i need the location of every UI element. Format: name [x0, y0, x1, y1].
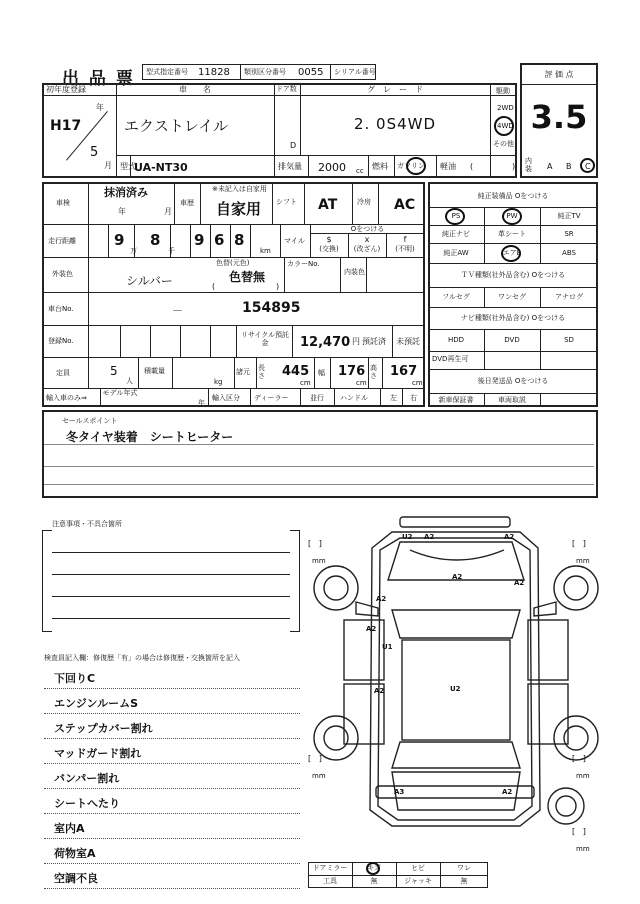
wid-unit: cm	[356, 379, 367, 387]
later-title: 後日発送品 Oをつける	[477, 377, 549, 385]
import-year-unit: 年	[198, 399, 205, 407]
mileage-digit-4: 6	[214, 231, 225, 249]
drive-4wd-circle	[494, 116, 514, 136]
hgt-label: 高さ	[370, 364, 377, 381]
nav-title: ナビ種類(社外品含む) Oをつける	[460, 314, 566, 322]
mileage-digit-1: 9	[114, 231, 125, 249]
doors-unit: D	[290, 141, 297, 150]
type-cert-label: 型式指定番号	[146, 68, 188, 76]
tv-title: ＴＶ種類(社外品含む) Oをつける	[460, 271, 566, 279]
mileage-exchange: (交換)	[319, 245, 339, 253]
chassis-dash: －	[172, 304, 183, 317]
dvd-playback: DVD再生可	[432, 355, 469, 363]
jack-value: 無	[460, 877, 468, 885]
score-label: 評 価 点	[544, 70, 574, 79]
drive-2wd: 2WD	[497, 104, 514, 112]
mark-rear-door-a2: A2	[374, 687, 385, 695]
mirror-kizu: キズ	[367, 864, 381, 872]
chassis-label: 車台No.	[48, 305, 74, 313]
inspector-item-6: シートへたり	[54, 797, 120, 810]
first-reg-year-unit: 年	[96, 103, 104, 112]
tread-rear-right-unit: mm	[576, 772, 590, 780]
import-dealer: ディーラー	[254, 394, 289, 402]
mileage-sen: 千	[168, 247, 175, 255]
tread-spare-unit: mm	[576, 845, 590, 853]
mark-roof-u2: U2	[450, 685, 461, 693]
interior-c: C	[585, 162, 591, 171]
drive-other: その他	[493, 140, 514, 148]
equip-airbag: エアB	[502, 249, 522, 257]
equip-abs: ABS	[562, 249, 576, 257]
equip-airbag-circle	[501, 245, 521, 262]
dim-label: 諸元	[236, 368, 250, 376]
tv-fullseg: フルセグ	[442, 293, 470, 301]
nav-hdd: HDD	[447, 336, 465, 344]
grade-label: グ レ ー ド	[367, 85, 423, 94]
inspector-item-8: 荷物室A	[54, 847, 96, 860]
equip-sr: SR	[564, 230, 574, 238]
class-no: 0055	[298, 67, 324, 78]
mirror-ware: ワレ	[457, 864, 471, 872]
first-reg-era-year: H17	[50, 118, 82, 134]
recycle-unit: 円	[352, 337, 360, 346]
chassis-number: 154895	[242, 300, 301, 316]
disp-label: 排気量	[278, 162, 302, 171]
later-manual: 車両取説	[498, 396, 526, 404]
first-reg-month-unit: 月	[104, 161, 112, 170]
mileage-man: 万	[130, 247, 137, 255]
mark-rear-right-a2: A2	[502, 788, 513, 796]
mileage-circle-note: Oをつける	[350, 225, 385, 233]
fuel-diesel: 軽油	[440, 162, 456, 171]
mark-left-fender-a2: A2	[376, 595, 387, 603]
mileage-digit-2: 8	[150, 231, 161, 249]
capacity-unit: 人	[126, 377, 133, 385]
car-name: エクストレイル	[124, 117, 229, 135]
inspector-item-9: 空調不良	[54, 872, 98, 885]
wid-value: 176	[338, 364, 366, 379]
mileage-unknown: (不明)	[395, 245, 415, 253]
ac-label: 冷房	[357, 198, 371, 206]
import-handle: ハンドル	[340, 394, 368, 402]
capacity-label: 定員	[56, 369, 70, 377]
equip-aw: 純正AW	[443, 249, 469, 257]
regno-label: 登録No.	[48, 337, 74, 345]
color-label: 外装色	[52, 270, 73, 278]
import-left: 左	[390, 394, 397, 402]
mark-front-right-a2: A2	[504, 533, 515, 541]
len-unit: cm	[300, 379, 311, 387]
tread-front-right-unit: mm	[576, 557, 590, 565]
model-year-label: モデル年式	[102, 389, 138, 397]
color-value: シルバー	[126, 274, 173, 288]
history-label: 車歴	[180, 199, 194, 207]
len-label: 長さ	[258, 364, 265, 381]
model-label: 型式	[120, 162, 136, 171]
mirror-kizu-circle	[366, 862, 380, 875]
sales-point-label: セールスポイント	[62, 417, 118, 425]
import-label: 輸入車のみ⇒	[46, 394, 87, 402]
mileage-digit-3: 9	[194, 231, 205, 249]
import-right: 右	[410, 394, 417, 402]
hgt-unit: cm	[412, 379, 423, 387]
repaint-value: 色替無	[229, 270, 266, 284]
drive-label: 駆動	[496, 87, 510, 95]
fuel-label: 燃料	[372, 162, 388, 171]
history-value: 自家用	[216, 200, 262, 218]
import-category-label: 輸入区分	[212, 394, 240, 402]
inspector-item-4: マッドガード割れ	[54, 747, 142, 760]
equip-title: 純正装備品 Oをつける	[477, 192, 549, 200]
first-reg-month: 5	[90, 145, 99, 160]
hgt-value: 167	[390, 364, 418, 379]
mark-front-bumper-u2: U2	[402, 533, 413, 541]
wid-label: 幅	[318, 369, 325, 377]
mileage-label: 走行距離	[48, 237, 76, 245]
equip-pw: PW	[506, 212, 518, 220]
load-unit: kg	[214, 378, 223, 386]
inspection-year: 年	[118, 207, 126, 216]
equip-leather: 革シート	[498, 230, 526, 238]
equip-pw-circle	[502, 208, 522, 225]
inspector-item-1: 下回りC	[54, 672, 96, 685]
car-name-label: 車 名	[179, 85, 211, 94]
nav-sd: SD	[564, 336, 574, 344]
interior-a: A	[547, 162, 553, 171]
len-value: 445	[282, 364, 310, 379]
grade-value: 2. 0S4WD	[353, 115, 437, 133]
capacity-value: 5	[110, 364, 118, 378]
serial-label: シリアル番号	[334, 68, 376, 76]
mark-left-door-a2: A2	[366, 625, 377, 633]
disp-value: 2000	[318, 161, 346, 174]
class-label: 類別区分番号	[244, 68, 286, 76]
shift-label: シフト	[276, 198, 297, 206]
tools-value: 無	[370, 877, 378, 885]
fuel-gasoline-circle	[406, 157, 426, 175]
mark-windshield-u1: U1	[382, 643, 393, 651]
mark-rear-bumper-a3: A3	[394, 788, 405, 796]
inspector-label: 検査員記入欄：修復歴「有」の場合は修復歴・交換箇所を記入	[44, 654, 240, 662]
fuel-gasoline: ガソリン	[397, 162, 425, 170]
load-label: 積載量	[144, 367, 165, 375]
doors-label: ドア数	[276, 85, 297, 93]
nav-dvd: DVD	[504, 336, 520, 344]
tv-oneseg: ワンセグ	[498, 293, 526, 301]
interior-b: B	[566, 162, 572, 171]
history-note: ※未記入は自家用	[212, 185, 267, 193]
mark-right-fender-a2: A2	[514, 579, 525, 587]
first-reg-label: 初年度登録	[46, 85, 86, 94]
repaint-label: 色替(元色)	[216, 259, 250, 267]
recycle-label: リサイクル預託金	[240, 331, 290, 348]
inspector-item-5: バンパー割れ	[54, 772, 120, 785]
mirror-hibi: ヒビ	[411, 864, 425, 872]
equip-navi: 純正ナビ	[442, 230, 470, 238]
inspection-month: 月	[164, 207, 172, 216]
int-color-label: 内装色	[344, 268, 365, 276]
color-no-label: カラーNo.	[287, 260, 320, 268]
inspector-item-7: 室内A	[54, 822, 85, 835]
score-value: 3.5	[530, 98, 588, 136]
equip-tv: 純正TV	[557, 212, 581, 220]
inspector-item-3: ステップカバー割れ	[54, 722, 153, 735]
recycle-paid: 預託済	[362, 337, 386, 346]
tools-label: 工具	[323, 877, 337, 885]
recycle-unpaid: 未預託	[396, 337, 420, 346]
equip-ps-circle	[445, 208, 465, 225]
notes-label: 注意事項・不具合箇所	[52, 520, 122, 528]
inspection-label: 車検	[56, 199, 70, 207]
interior-c-circle	[580, 158, 595, 173]
shift-value: AT	[318, 197, 338, 213]
later-warranty: 新車保証書	[438, 396, 474, 404]
recycle-value: 12,470	[300, 335, 351, 350]
tread-front-left-unit: mm	[312, 557, 326, 565]
type-cert-no: 11828	[198, 67, 230, 78]
import-parallel: 並行	[310, 394, 324, 402]
mark-front-bumper-a2: A2	[424, 533, 435, 541]
drive-4wd: 4WD	[497, 122, 514, 130]
sales-point-text: 冬タイヤ装着 シートヒーター	[66, 430, 234, 444]
mileage-mile: マイル	[284, 237, 305, 245]
form-title: 出 品 票	[62, 69, 135, 89]
model-value: UA-NT30	[134, 161, 188, 174]
equip-ps: PS	[451, 212, 461, 220]
tread-rear-left-unit: mm	[312, 772, 326, 780]
mileage-altered: (改ざん)	[353, 245, 381, 253]
mark-hood-a2: A2	[452, 573, 463, 581]
interior-label: 内装	[525, 157, 532, 173]
mileage-digit-5: 8	[234, 231, 245, 249]
ac-value: AC	[394, 197, 416, 213]
inspector-item-2: エンジンルームS	[54, 697, 139, 710]
disp-unit: cc	[356, 167, 364, 175]
tv-analog: アナログ	[555, 293, 583, 301]
mileage-km: km	[260, 247, 271, 255]
inspection-status: 抹消済み	[104, 186, 148, 199]
mirror-label: ドアミラー	[312, 864, 348, 872]
jack-label: ジャッキ	[404, 877, 432, 885]
